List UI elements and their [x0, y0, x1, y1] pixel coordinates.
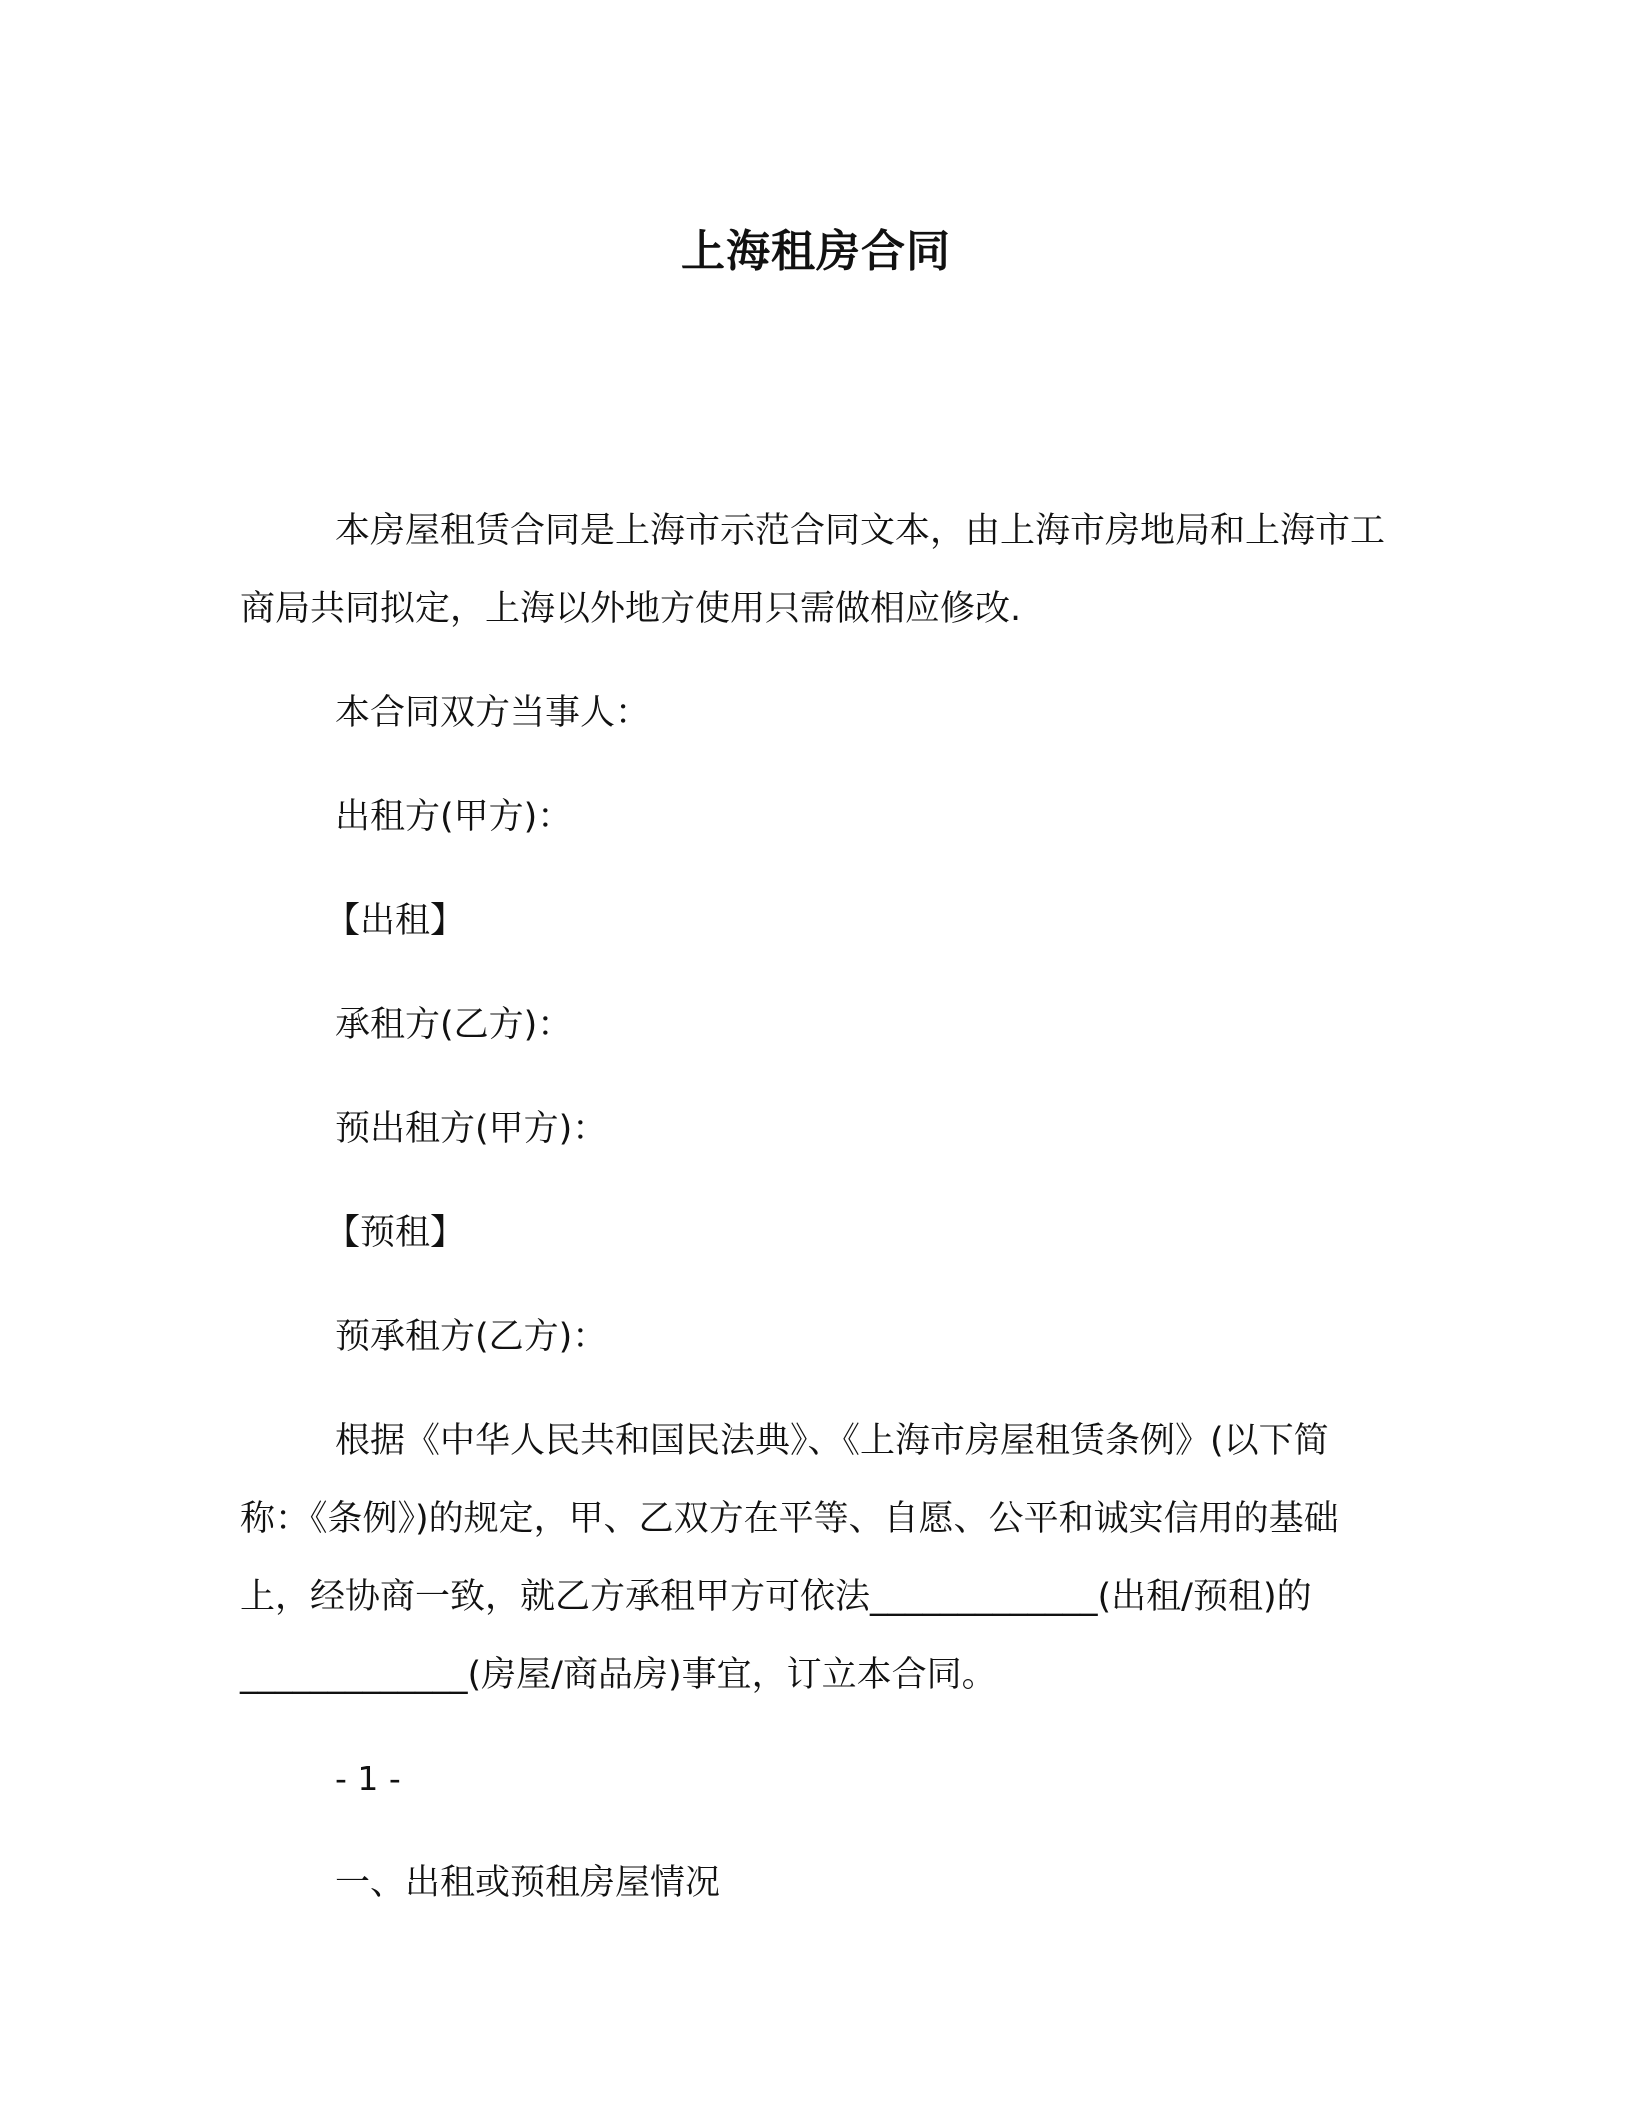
document-title: 上海租房合同: [681, 226, 951, 277]
parties-label: 本合同双方当事人：: [335, 693, 651, 733]
basis-paragraph: 根据《中华人民共和国民法典》、《上海市房屋租赁条例》(以下简称：《条例》)的规定，甲、乙双方在平等、自愿、公平和诚实信用的基础上，经协商一致，就乙方承租甲方可依法_____________(出租/预租)的_____________(房屋/商品房)事宜，订立本合同。: [240, 1421, 1339, 1695]
pre-lessor-line: 预出租方(甲方)：: [335, 1109, 608, 1149]
section-heading: 一、出租或预租房屋情况: [335, 1863, 721, 1903]
pre-rent-bracket: 【预租】: [325, 1213, 466, 1253]
intro-paragraph: 本房屋租赁合同是上海市示范合同文本，由上海市房地局和上海市工商局共同拟定，上海以外地方使用只需做相应修改.: [240, 511, 1386, 629]
pre-lessee-line: 预承租方(乙方)：: [335, 1317, 608, 1357]
document-body: [240, 492, 1390, 1922]
lessor-line: 出租方(甲方)：: [335, 797, 573, 837]
page-number: - 1 -: [335, 1759, 401, 1798]
rent-bracket: 【出租】: [325, 901, 466, 941]
lessee-line: 承租方(乙方)：: [335, 1005, 573, 1045]
